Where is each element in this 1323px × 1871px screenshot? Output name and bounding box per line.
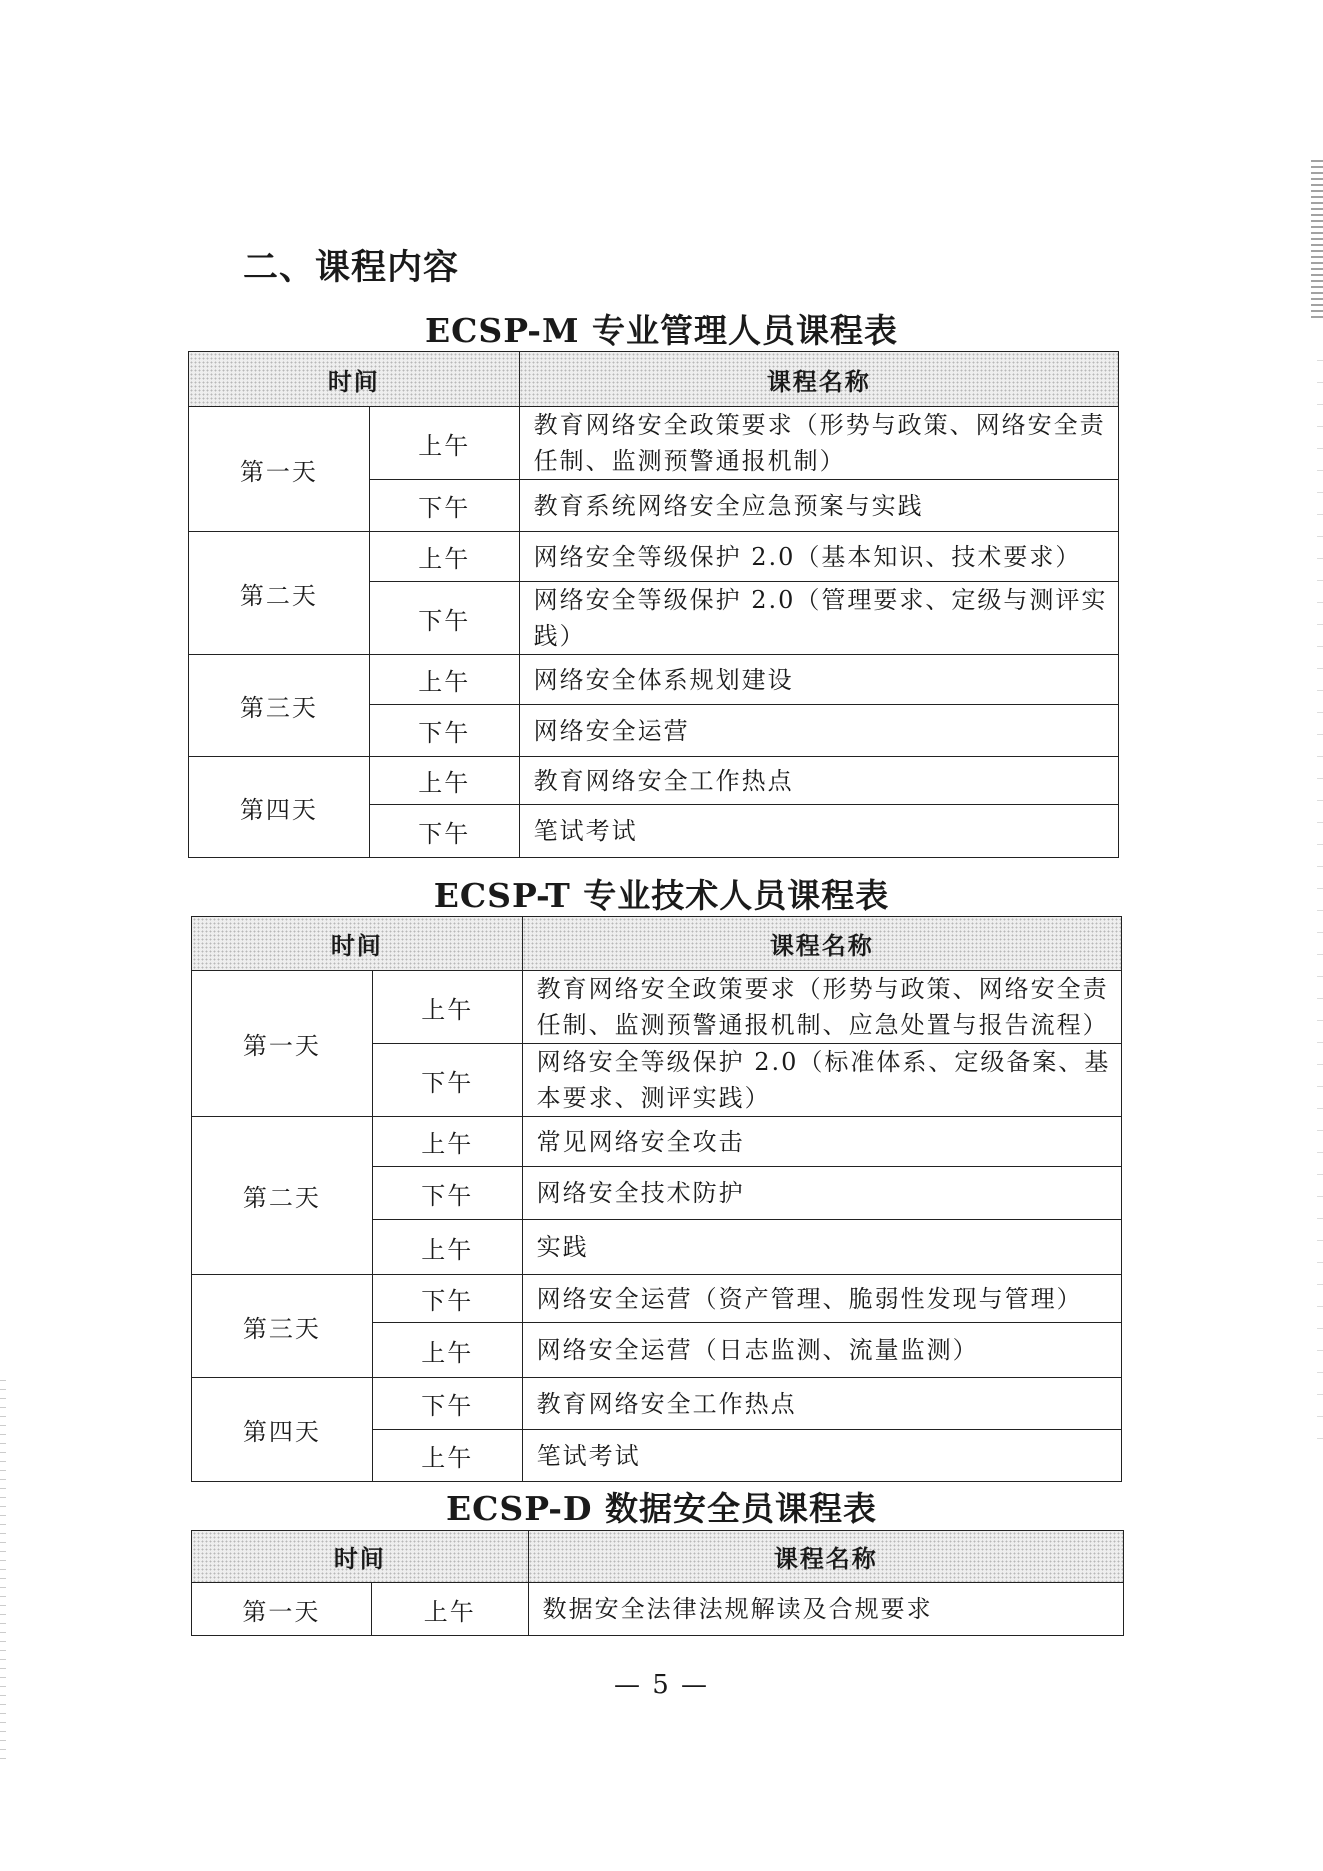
course-cell: 网络安全技术防护 <box>522 1167 1121 1220</box>
schedule-table-ecsp-t <box>191 916 1122 1482</box>
scan-edge-mark <box>1311 160 1323 320</box>
slot-cell: 下午 <box>369 805 519 858</box>
slot-cell: 下午 <box>369 582 519 655</box>
course-cell: 常见网络安全攻击 <box>522 1117 1121 1167</box>
table-row <box>192 971 1122 1044</box>
day-cell: 第一天 <box>192 1583 372 1636</box>
course-cell: 教育网络安全政策要求（形势与政策、网络安全责任制、监测预警通报机制） <box>519 407 1118 480</box>
course-cell: 网络安全运营 <box>519 705 1118 757</box>
table-row <box>192 1378 1122 1430</box>
table-row <box>189 757 1119 805</box>
day-cell: 第三天 <box>192 1275 373 1378</box>
table-title-ecsp-d: ECSP-D 数据安全员课程表 <box>445 1489 878 1528</box>
slot-cell: 上午 <box>372 1430 522 1482</box>
day-cell: 第一天 <box>192 971 373 1117</box>
day-cell: 第二天 <box>189 532 370 655</box>
slot-cell: 上午 <box>372 971 522 1044</box>
course-cell: 网络安全等级保护 2.0（管理要求、定级与测评实践） <box>519 582 1118 655</box>
course-cell: 教育网络安全政策要求（形势与政策、网络安全责任制、监测预警通报机制、应急处置与报告流程） <box>522 971 1121 1044</box>
day-cell: 第二天 <box>192 1117 373 1275</box>
table-row <box>189 532 1119 582</box>
header-time: 时间 <box>192 917 523 971</box>
table-header-row <box>192 1531 1124 1583</box>
day-cell: 第四天 <box>189 757 370 858</box>
scan-edge-mark-left <box>0 1380 6 1760</box>
header-course: 课程名称 <box>528 1531 1123 1583</box>
day-cell: 第一天 <box>189 407 370 532</box>
course-cell: 实践 <box>522 1220 1121 1275</box>
course-cell: 网络安全运营（资产管理、脆弱性发现与管理） <box>522 1275 1121 1323</box>
course-cell: 教育网络安全工作热点 <box>522 1378 1121 1430</box>
slot-cell: 上午 <box>369 757 519 805</box>
table-row <box>192 1583 1124 1636</box>
table-header-row <box>192 917 1122 971</box>
page-number: — 5 — <box>613 1670 710 1700</box>
course-cell: 网络安全等级保护 2.0（标准体系、定级备案、基本要求、测评实践） <box>522 1044 1121 1117</box>
slot-cell: 下午 <box>372 1044 522 1117</box>
slot-cell: 上午 <box>369 407 519 480</box>
slot-cell: 下午 <box>372 1167 522 1220</box>
header-time: 时间 <box>189 352 520 407</box>
course-cell: 教育网络安全工作热点 <box>519 757 1118 805</box>
day-cell: 第四天 <box>192 1378 373 1482</box>
slot-cell: 上午 <box>372 1220 522 1275</box>
schedule-table-ecsp-d <box>191 1530 1124 1636</box>
slot-cell: 上午 <box>371 1583 528 1636</box>
slot-cell: 上午 <box>372 1117 522 1167</box>
table-header-row <box>189 352 1119 407</box>
header-course: 课程名称 <box>519 352 1118 407</box>
course-cell: 数据安全法律法规解读及合规要求 <box>528 1583 1123 1636</box>
table-title-ecsp-m: ECSP-M 专业管理人员课程表 <box>425 311 898 350</box>
course-cell: 网络安全等级保护 2.0（基本知识、技术要求） <box>519 532 1118 582</box>
slot-cell: 下午 <box>369 480 519 532</box>
table-row <box>192 1117 1122 1167</box>
slot-cell: 下午 <box>369 705 519 757</box>
schedule-table-ecsp-m <box>188 351 1119 858</box>
course-cell: 网络安全体系规划建设 <box>519 655 1118 705</box>
table-row <box>189 407 1119 480</box>
slot-cell: 下午 <box>372 1378 522 1430</box>
section-heading: 二、课程内容 <box>243 248 460 288</box>
table-row <box>192 1275 1122 1323</box>
day-cell: 第三天 <box>189 655 370 757</box>
course-cell: 笔试考试 <box>522 1430 1121 1482</box>
header-time: 时间 <box>192 1531 529 1583</box>
course-cell: 笔试考试 <box>519 805 1118 858</box>
course-cell: 网络安全运营（日志监测、流量监测） <box>522 1323 1121 1378</box>
slot-cell: 下午 <box>372 1275 522 1323</box>
slot-cell: 上午 <box>369 655 519 705</box>
course-cell: 教育系统网络安全应急预案与实践 <box>519 480 1118 532</box>
slot-cell: 上午 <box>372 1323 522 1378</box>
table-row <box>189 655 1119 705</box>
slot-cell: 上午 <box>369 532 519 582</box>
table-title-ecsp-t: ECSP-T 专业技术人员课程表 <box>433 876 890 915</box>
header-course: 课程名称 <box>522 917 1121 971</box>
